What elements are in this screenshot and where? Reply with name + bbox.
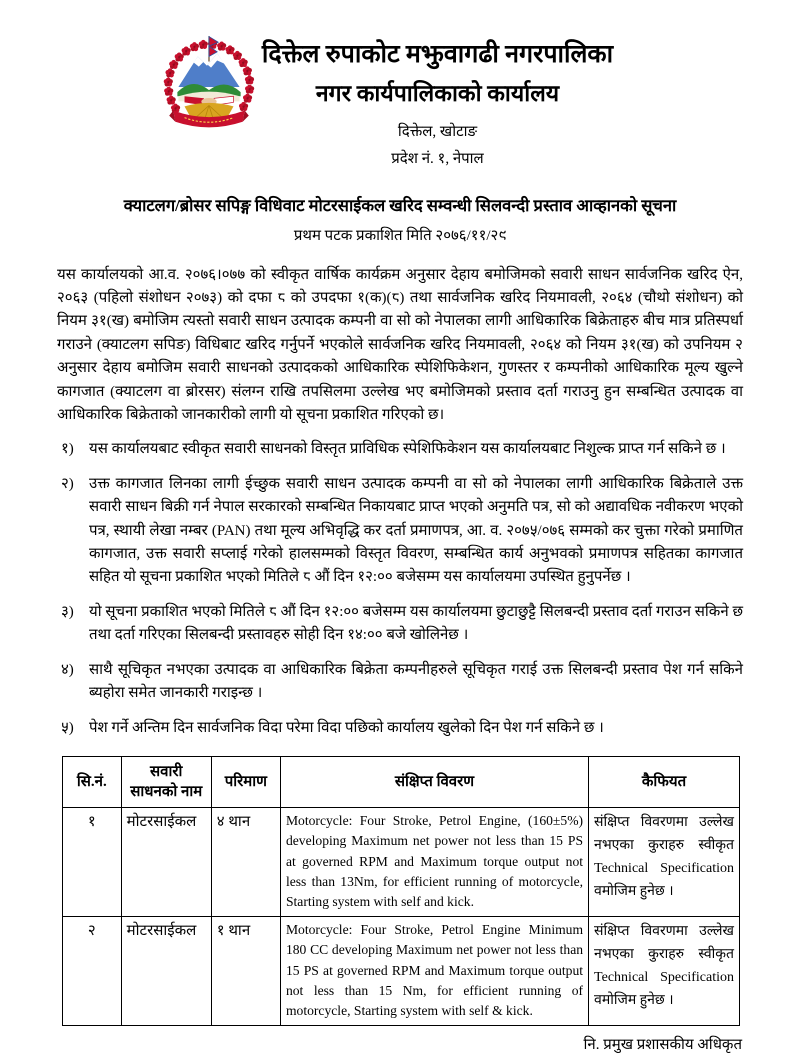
table-row <box>63 807 740 916</box>
list-item-number: ३) <box>61 603 74 620</box>
cell-quantity: १ थान <box>211 916 280 1025</box>
header-remarks: कैफियत <box>589 756 740 807</box>
list-item <box>57 717 743 740</box>
cell-vehicle-name: मोटरसाईकल <box>121 916 211 1025</box>
header-vehicle-name: सवारी साधनको नाम <box>121 756 211 807</box>
list-item-text: यस कार्यालयबाट स्वीकृत सवारी साधनको विस्तृत प्राविधिक स्पेशिफिकेशन यस कार्यालयबाट निशुल्क प्राप्त गर्न सकिने छ । <box>89 441 726 458</box>
notice-list <box>57 438 743 739</box>
publish-date-line: प्रथम पटक प्रकाशित मिति २०७६/११/२९ <box>293 227 507 244</box>
table-row <box>63 916 740 1025</box>
office-address: दिक्तेल, खोटाङ <box>397 123 478 140</box>
notice-title: क्याटलग/ब्रोसर सपिङ्ग विधिवाट मोटरसाईकल खरिद सम्वन्धी सिलवन्दी प्रस्ताव आव्हानको सूचना <box>123 195 677 215</box>
office-name: नगर कार्यपालिकाको कार्यालय <box>315 81 560 106</box>
specification-table <box>62 756 740 1026</box>
list-item <box>57 438 743 461</box>
list-item-number: १) <box>61 441 74 458</box>
list-item-number: २) <box>61 475 74 492</box>
province-line: प्रदेश नं. १, नेपाल <box>391 150 484 167</box>
header-description: संक्षिप्त विवरण <box>280 756 588 807</box>
cell-remarks: संक्षिप्त विवरणमा उल्लेख नभएका कुराहरु स्वीकृत Technical Specification वमोजिम हुनेछ । <box>589 807 740 916</box>
header-quantity: परिमाण <box>211 756 280 807</box>
cell-sn: १ <box>63 807 122 916</box>
cell-sn: २ <box>63 916 122 1025</box>
municipality-emblem-icon <box>155 34 263 136</box>
list-item-number: ५) <box>61 719 74 736</box>
cell-vehicle-name: मोटरसाईकल <box>121 807 211 916</box>
header-sn: सि.नं. <box>63 756 122 807</box>
municipality-emblem <box>155 34 263 136</box>
cell-remarks: संक्षिप्त विवरणमा उल्लेख नभएका कुराहरु स्वीकृत Technical Specification वमोजिम हुनेछ । <box>589 916 740 1025</box>
signature-line: नि. प्रमुख प्रशासकीय अधिकृत <box>583 1036 742 1053</box>
cell-description: Motorcycle: Four Stroke, Petrol Engine Minimum 180 CC developing Maximum net power not less than 15 PS at governed RPM and Maximum torque output not less than 15 Nm, for efficient running of motorcycle, Starting system with self & kick. <box>280 916 588 1025</box>
list-item-text: पेश गर्ने अन्तिम दिन सार्वजनिक विदा परेमा विदा पछिको कार्यालय खुलेको दिन पेश गर्न सकिने छ । <box>89 719 604 736</box>
table-header-row <box>63 756 740 807</box>
municipality-name: दिक्तेल रुपाकोट मझुवागढी नगरपालिका <box>261 41 614 68</box>
list-item-number: ४) <box>61 661 74 678</box>
list-item <box>57 601 743 648</box>
list-item-text: यो सूचना प्रकाशित भएको मितिले ८ औं दिन १२:०० बजेसम्म यस कार्यालयमा छुटाछुट्टै सिलबन्दी प्रस्ताव दर्ता गराउन सकिने छ तथा दर्ता गरिएका सिलबन्दी प्रस्तावहरु सोही दिन १४:०० बजे खोलिनेछ । <box>89 603 743 644</box>
notice-body <box>57 264 743 740</box>
list-item <box>57 659 743 706</box>
cell-quantity: ४ थान <box>211 807 280 916</box>
intro-paragraph: यस कार्यालयको आ.व. २०७६।०७७ को स्वीकृत वार्षिक कार्यक्रम अनुसार देहाय बमोजिमको सवारी साधन सार्वजनिक खरिद ऐन, २०६३ (पहिलो संशोधन २०७३) को दफा ८ को उपदफा १(क)(८) तथा सार्वजनिक खरिद नियमावली, २०६४ (चौथो संशोधन) को नियम ३१(ख) बमोजिम त्यस्तो सवारी साधन उत्पादक कम्पनी वा सो को नेपालका लागी आधिकारिक बिक्रेताहरु बीच मात्र प्रतिस्पर्धा गराउने (क्याटलग सपिङ) विधिबाट खरिद गर्नुपर्ने भएकोले सार्वजनिक खरिद नियमावली, २०६४ को नियम ३१(ख) को उपनियम २ अनुसार देहाय बमोजिम सवारी साधनको उत्पादकको आधिकारिक स्पेशिफिकेशन, गुणस्तर र कम्पनीको आधिकारिक मूल्य खुल्ने कागजात (क्याटलग वा ब्रोरसर) संलग्न राखि तपसिलमा उल्लेख भए बमोजिमको प्रस्ताव दर्ता गराउनु हुन सम्बन्धित उत्पादक वा आधिकारिक बिक्रेताको जानकारीको लागी यो सूचना प्रकाशित गरिएको छ। <box>57 266 743 424</box>
list-item <box>57 473 743 590</box>
list-item-text: उक्त कागजात लिनका लागी ईच्छुक सवारी साधन उत्पादक कम्पनी वा सो को नेपालका लागी आधिकारिक बिक्रेताले उक्त सवारी साधन बिक्री गर्न नेपाल सरकारको सम्बन्धित निकायबाट प्राप्त भएको अनुमति पत्र, सो को अद्यावधिक नवीकरण भएको पत्र, स्थायी लेखा नम्बर (PAN) तथा मूल्य अभिवृद्धि कर दर्ता प्रमाणपत्र, आ. व. २०७५/०७६ सम्मको कर चुक्ता गरेको प्रमाणित कागजात, उक्त सवारी सप्लाई गरेको हालसम्मको विस्तृत विवरण, सम्बन्धित कार्य अनुभवको प्रमाणपत्र सहितका कागजात सहित यो सूचना प्रकाशित भएको मितिले ८ औं दिन १२:०० बजेसम्म यस कार्यालयमा उपस्थित हुनुपर्नेछ । <box>89 475 743 586</box>
list-item-text: साथै सूचिकृत नभएका उत्पादक वा आधिकारिक बिक्रेता कम्पनीहरुले सूचिकृत गराई उक्त सिलबन्दी प्रस्ताव पेश गर्न सकिने ब्यहोरा समेत जानकारी गराइन्छ । <box>89 661 743 702</box>
cell-description: Motorcycle: Four Stroke, Petrol Engine, (160±5%) developing Maximum net power not less than 15 PS at governed RPM and Maximum torque output not less than 13Nm, for efficient running of motorcycle, Starting system with self and kick. <box>280 807 588 916</box>
